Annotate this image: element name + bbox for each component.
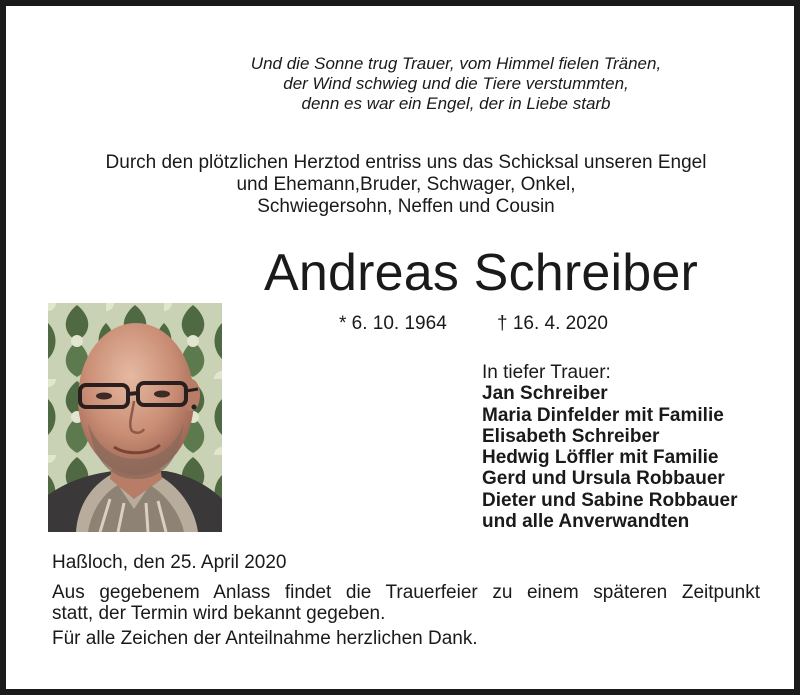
- mourners-heading: In tiefer Trauer:: [482, 362, 611, 383]
- mourner-name: Hedwig Löffler mit Familie: [482, 447, 719, 469]
- poem-line: Und die Sonne trug Trauer, vom Himmel fielen Tränen,: [250, 54, 662, 73]
- intro-line: Schwiegersohn, Neffen und Cousin: [257, 196, 555, 217]
- mourner-name: und alle Anverwandten: [482, 511, 690, 533]
- poem-line: der Wind schwieg und die Tiere verstummten,: [283, 74, 629, 93]
- birth-date: * 6. 10. 1964: [339, 313, 447, 334]
- portrait-photo: [48, 303, 222, 532]
- mourner-name: Gerd und Ursula Robbauer: [482, 468, 725, 490]
- deceased-name: Andreas Schreiber: [263, 244, 699, 302]
- death-date: † 16. 4. 2020: [497, 313, 608, 334]
- intro-line: und Ehemann,Bruder, Schwager, Onkel,: [236, 174, 576, 195]
- poem-line: denn es war ein Engel, der in Liebe starb: [301, 94, 611, 113]
- mourner-name: Jan Schreiber: [482, 383, 608, 405]
- poem: [156, 54, 756, 114]
- ceremony-notice: [52, 582, 760, 624]
- notice-line: statt, der Termin wird bekannt gegeben.: [52, 603, 386, 624]
- mourner-name: Maria Dinfelder mit Familie: [482, 404, 724, 426]
- notice-line: Aus gegebenem Anlass findet die Trauerfeier zu einem späteren Zeitpunkt: [52, 582, 760, 603]
- place-and-date: Haßloch, den 25. April 2020: [52, 552, 287, 573]
- intro-text: [26, 152, 786, 218]
- thanks-line: Für alle Zeichen der Anteilnahme herzlichen Dank.: [52, 628, 478, 649]
- mourners-list: [482, 362, 782, 532]
- mourner-name: Dieter und Sabine Robbauer: [482, 489, 738, 511]
- intro-line: Durch den plötzlichen Herztod entriss uns das Schicksal unseren Engel: [105, 152, 707, 173]
- mourner-name: Elisabeth Schreiber: [482, 425, 660, 447]
